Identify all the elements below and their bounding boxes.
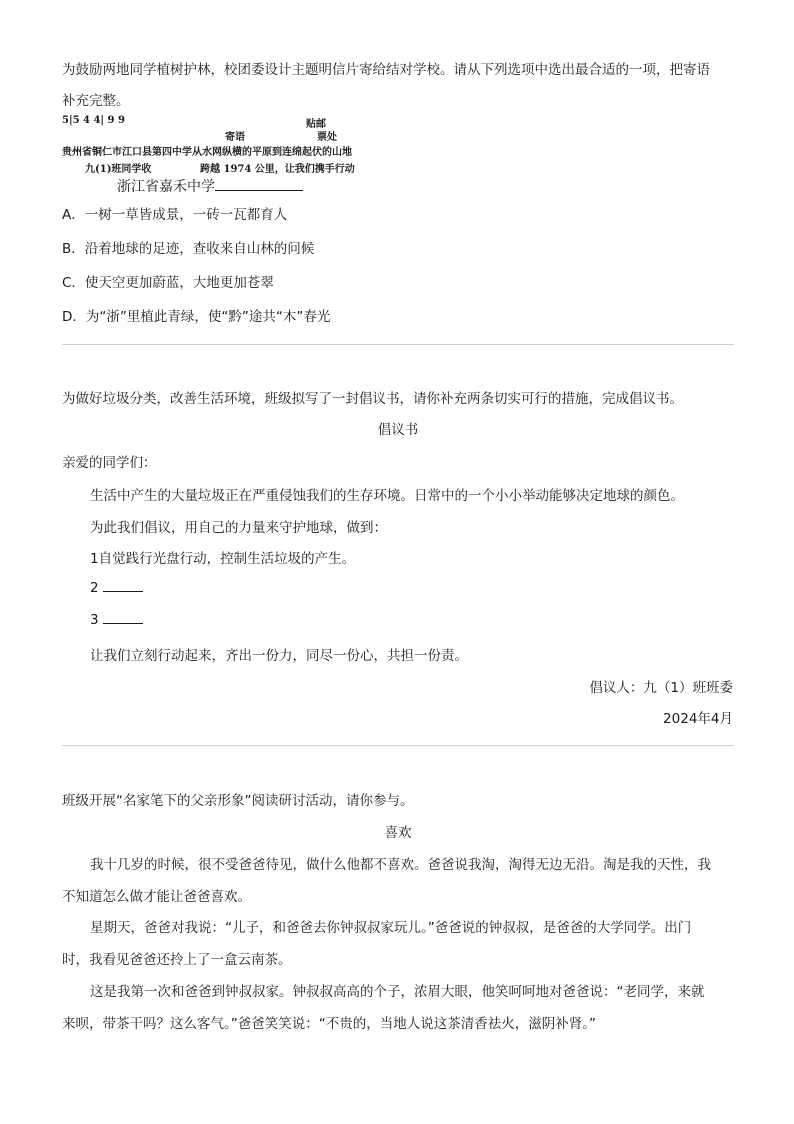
postcard-sender-line (117, 176, 303, 196)
q1-option-c: C．使天空更加蔚蓝，大地更加苍翠 (62, 275, 274, 291)
q2-paragraph-1: 生活中产生的大量垃圾正在严重侵蚀我们的生存环境。日常中的一个小小举动能够决定地球的颜色。 (90, 488, 684, 504)
q3-passage-line: 我十几岁的时候，很不受爸爸待见，做什么他都不喜欢。爸爸说我淘，淘得无边无沿。淘是我的天性，我 (90, 857, 711, 873)
q1-option-b: B．沿着地球的足迹，查收来自山林的问候 (62, 241, 315, 257)
q2-item-3-row (90, 611, 143, 628)
q2-item-2-number: 2 (90, 580, 99, 596)
q3-passage-line: 不知道怎么做才能让爸爸喜欢。 (62, 889, 251, 905)
q2-item-2-row (90, 579, 143, 596)
postcard-message-blank (215, 176, 303, 191)
q2-item-3-blank (103, 611, 143, 624)
q3-prompt: 班级开展“名家笔下的父亲形象”阅读研讨活动，请你参与。 (62, 793, 414, 809)
postcard-distance: 跨越 1974 公里，让我们携手行动 (200, 164, 355, 175)
postcard-message-label: 寄语 (225, 132, 245, 143)
q1-option-d: D．为“浙”里植此青绿，使“黔”途共“木”春光 (62, 309, 331, 325)
q2-item-2-blank (103, 579, 143, 592)
postcard-stamp-top: 贴邮 (306, 119, 326, 130)
q1-option-a: A．一树一草皆成景，一砖一瓦都育人 (62, 207, 288, 223)
postcard-sender: 浙江省嘉禾中学 (117, 179, 215, 195)
postcard-postcode: 5|5 4 4| 9 9 (62, 115, 125, 126)
q3-passage-title: 喜欢 (384, 825, 412, 841)
q3-passage-line: 时，我看见爸爸还拎上了一盒云南茶。 (62, 952, 292, 968)
q2-letter-title: 倡议书 (377, 422, 419, 438)
q3-passage-line: 这是我第一次和爸爸到钟叔叔家。钟叔叔高高的个子，浓眉大眼，他笑呵呵地对爸爸说：“老同学，来就 (90, 984, 705, 1000)
postcard-recipient: 九(1)班同学收 (85, 164, 152, 175)
q1-prompt-line2: 补充完整。 (62, 93, 130, 109)
q2-prompt: 为做好垃圾分类，改善生活环境，班级拟写了一封倡议书，请你补充两条切实可行的措施，完成倡议书。 (62, 391, 683, 407)
divider (62, 344, 734, 345)
q3-passage-line: 星期天，爸爸对我说：“儿子，和爸爸去你钟叔叔家玩儿。”爸爸说的钟叔叔，是爸爸的大学同学。出门 (90, 920, 692, 936)
q2-signer: 倡议人：九（1）班班委 (589, 680, 733, 696)
divider (62, 745, 734, 746)
q2-item-3-number: 3 (90, 612, 99, 628)
q2-paragraph-2: 为此我们倡议，用自己的力量来守护地球，做到： (90, 520, 387, 536)
postcard-address: 贵州省铜仁市江口县第四中学从水网纵横的平原到连绵起伏的山地 (62, 147, 352, 158)
postcard-stamp-bottom: 票处 (317, 132, 337, 143)
q2-salutation: 亲爱的同学们： (62, 455, 157, 471)
q2-closing: 让我们立刻行动起来，齐出一份力，同尽一份心，共担一份责。 (90, 648, 468, 664)
q3-passage-line: 来呗，带茶干吗？这么客气。”爸爸笑笑说：“不贵的，当地人说这茶清香祛火，滋阴补肾。” (62, 1016, 596, 1032)
q1-prompt-line1: 为鼓励两地同学植树护林，校团委设计主题明信片寄给结对学校。请从下列选项中选出最合适的一项，把寄语 (62, 62, 710, 78)
q2-date: 2024年4月 (663, 711, 733, 727)
q2-item-1: 1自觉践行光盘行动，控制生活垃圾的产生。 (90, 551, 356, 567)
